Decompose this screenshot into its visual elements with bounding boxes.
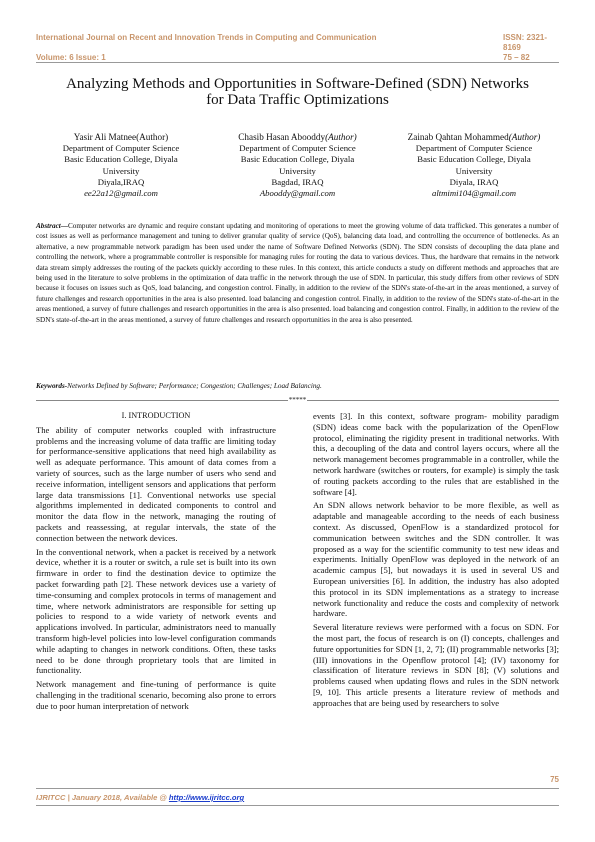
footer-rule-bottom <box>36 805 559 806</box>
author-city: Diyala, IRAQ <box>449 176 499 187</box>
keywords-label: Keywords- <box>36 382 68 390</box>
abstract-text: Computer networks are dynamic and require constant updating and monitoring of operations to meet the growing volume of data trafficked. This generates a number of cost issues as well as performance management and tuning to deliver granular quality of service (QoS), balancing data load, and controlling the occurrence of bottlenecks. As an alternative, a new programmable network paradigm has been used under the name of Software Defined Networks (SDN). The SDN consists of decoupling the data plane and controlling the network, where a programmable controller is responsible for managing rules for routing the data to various devices. Thus, the hardware that remains in the network data stream simply addresses the routing of the packets quickly according to these rules. In this context, this article conducts a study on different methods and approaches that are being used in the literature to solve problems in the optimization of data traffic in the network through the use of SDN. In particular, this study differs from other reviews of SDN because it focuses on issues such as QoS, load balancing, and congestion control. Finally, in addition to the review of the SDN's state-of-the-art in the areas mentioned, a survey of future challenges and research opportunities in the area is also presented. load balancing and congestion control. Finally, in addition to the review of the SDN's state-of-the-art in the areas mentioned, a survey of future challenges and research opportunities in the area is also presented. load balancing and congestion control. Finally, in addition to the review of the SDN's state-of-the-art in the areas mentioned, a survey of future challenges and research opportunities in the area is also presented. <box>36 222 559 324</box>
paragraph: Several literature reviews were performed with a focus on SDN. For the most part, the focus of research is on (I) concepts, challenges and future opportunities for SDN [1, 2, 7]; (II) programmable networks [3]; (III) innovations in the Openflow protocol [4]; (IV) taxonomy for classification of literature reviews in SDN [8]; (V) solutions and problems caused when updating flows and rules in the SDN network [9, 10]. This article presents a literature review of methods and approaches that are being used by researchers to solve <box>313 622 559 708</box>
author-college: Basic Education College, Diyala <box>64 154 178 165</box>
abstract-label: Abstract— <box>36 222 68 230</box>
volume-issue: Volume: 6 Issue: 1 <box>36 53 106 62</box>
author-name-line <box>213 132 383 143</box>
page-number: 75 <box>550 775 559 784</box>
author-univ: University <box>102 165 140 176</box>
paragraph: The ability of computer networks coupled with infrastructure problems and the increasing volume of data traffic are limiting today for performance-sensitive applications that need high availability as well as adequate performance. This amount of data comes from a variety of sources, such as the large number of users who send and receive information, intelligent sensors and applications that perform large data transmissions [1]. Conventional networks use special algorithms implemented in dedicated components to control and monitor the data flow in the network, managing the routing of packets and reassessing, at regular intervals, the state of the connection between the network devices. <box>36 424 276 543</box>
journal-name: International Journal on Recent and Innovation Trends in Computing and Communication <box>36 33 377 42</box>
author-name-line <box>389 132 559 143</box>
author-city: Diyala,IRAQ <box>97 176 145 187</box>
footer <box>36 793 244 802</box>
footer-rule-top <box>36 788 559 789</box>
keywords <box>36 381 559 391</box>
section-heading: I. INTRODUCTION <box>121 411 191 420</box>
footer-text: IJRITCC | January 2018, Available @ <box>36 793 169 802</box>
paragraph: An SDN allows network behavior to be more flexible, as well as adaptable and manageable according to the needs of each business context. As discussed, OpenFlow is a standardized protocol for communication between switches and the SDN controller. It was proposed as a way for the scientific community to test new ideas and experiments. Initially OpenFlow was deployed in the network of an academic campus [5], but nowadays it is used in several US and European universities [6]. In addition, the industry has also adopted this protocol in its SDN implementations as a strategy to increase network functionality and reduce the costs and complexity of network hardware. <box>313 500 559 619</box>
author-college: Basic Education College, Diyala <box>240 154 355 165</box>
author-college: Basic Education College, Diyala <box>417 154 531 165</box>
author-univ: University <box>455 165 493 176</box>
separator-line-right <box>307 400 559 401</box>
author-dept: Department of Computer Science <box>239 143 356 154</box>
paper-title <box>40 76 555 108</box>
author-email: ee22a12@gmail.com <box>84 188 158 199</box>
title-line-2: for Data Traffic Optimizations <box>206 92 389 108</box>
author-dept: Department of Computer Science <box>62 143 180 154</box>
paragraph: Network management and fine-tuning of performance is quite challenging in the traditional scenario, becoming also prone to errors due to poor human interpretation of network <box>36 679 276 711</box>
author-dept: Department of Computer Science <box>415 143 533 154</box>
author-role: (Author) <box>508 132 541 142</box>
separator-stars: ***** <box>288 396 307 404</box>
keywords-text: Networks Defined by Software; Performance; Congestion; Challenges; Load Balancing. <box>67 382 322 390</box>
author-3 <box>389 132 559 199</box>
section-separator <box>36 396 559 404</box>
author-email: Abooddy@gmail.com <box>259 188 336 199</box>
author-role: (Author) <box>325 132 357 142</box>
author-email: altmimi104@gmail.com <box>431 188 516 199</box>
journal-header <box>36 33 559 63</box>
author-name: Zainab Qahtan Mohammed <box>407 132 509 142</box>
header-rule <box>36 62 559 63</box>
page-range: 75 – 82 <box>503 53 530 62</box>
footer-link[interactable]: http://www.ijritcc.org <box>168 793 245 802</box>
author-2 <box>213 132 383 199</box>
author-block <box>36 132 559 199</box>
author-name: Chasib Hasan Abooddy <box>238 132 326 142</box>
author-name: Yasir Ali Matnee(Author) <box>73 132 169 142</box>
abstract <box>36 221 559 325</box>
body-column-right <box>313 411 559 712</box>
author-univ: University <box>279 165 316 176</box>
issn: ISSN: 2321-8169 <box>503 33 548 52</box>
paragraph: events [3]. In this context, software program- mobility paradigm (SDN) ideas come back with the popularization of the OpenFlow protocol, eliminating the rigidity present in traditional networks. With this, a decoupling of the data and control layers occurs, where all the network management becomes programmable in a controller, while the network hardware (switches or routers, for example) is simply the task of routing packets according to the rules that are established in the software [4]. <box>313 411 559 497</box>
paragraph: In the conventional network, when a packet is received by a network device, whether it is a router or switch, a rule set is built into its own firmware in order to find the destination device to optimize the packet forwarding path [2]. These network devices use a variety of time-consuming and complex protocols in terms of management and time, where network administrators are responsible for setting up policies to respond to a wide variety of network events and applications involved. In particular, administrators need to manually transform high-level policies into low-level configuration commands while adapting to changes in network conditions. Often, these tasks need to be done through proprietary tools that are limited in functionality. <box>36 546 276 676</box>
body-column-left <box>36 411 276 715</box>
separator-line-left <box>36 400 288 401</box>
author-1 <box>36 132 206 199</box>
author-city: Bagdad, IRAQ <box>271 176 324 187</box>
title-line-1: Analyzing Methods and Opportunities in Software-Defined (SDN) Networks <box>66 76 529 92</box>
